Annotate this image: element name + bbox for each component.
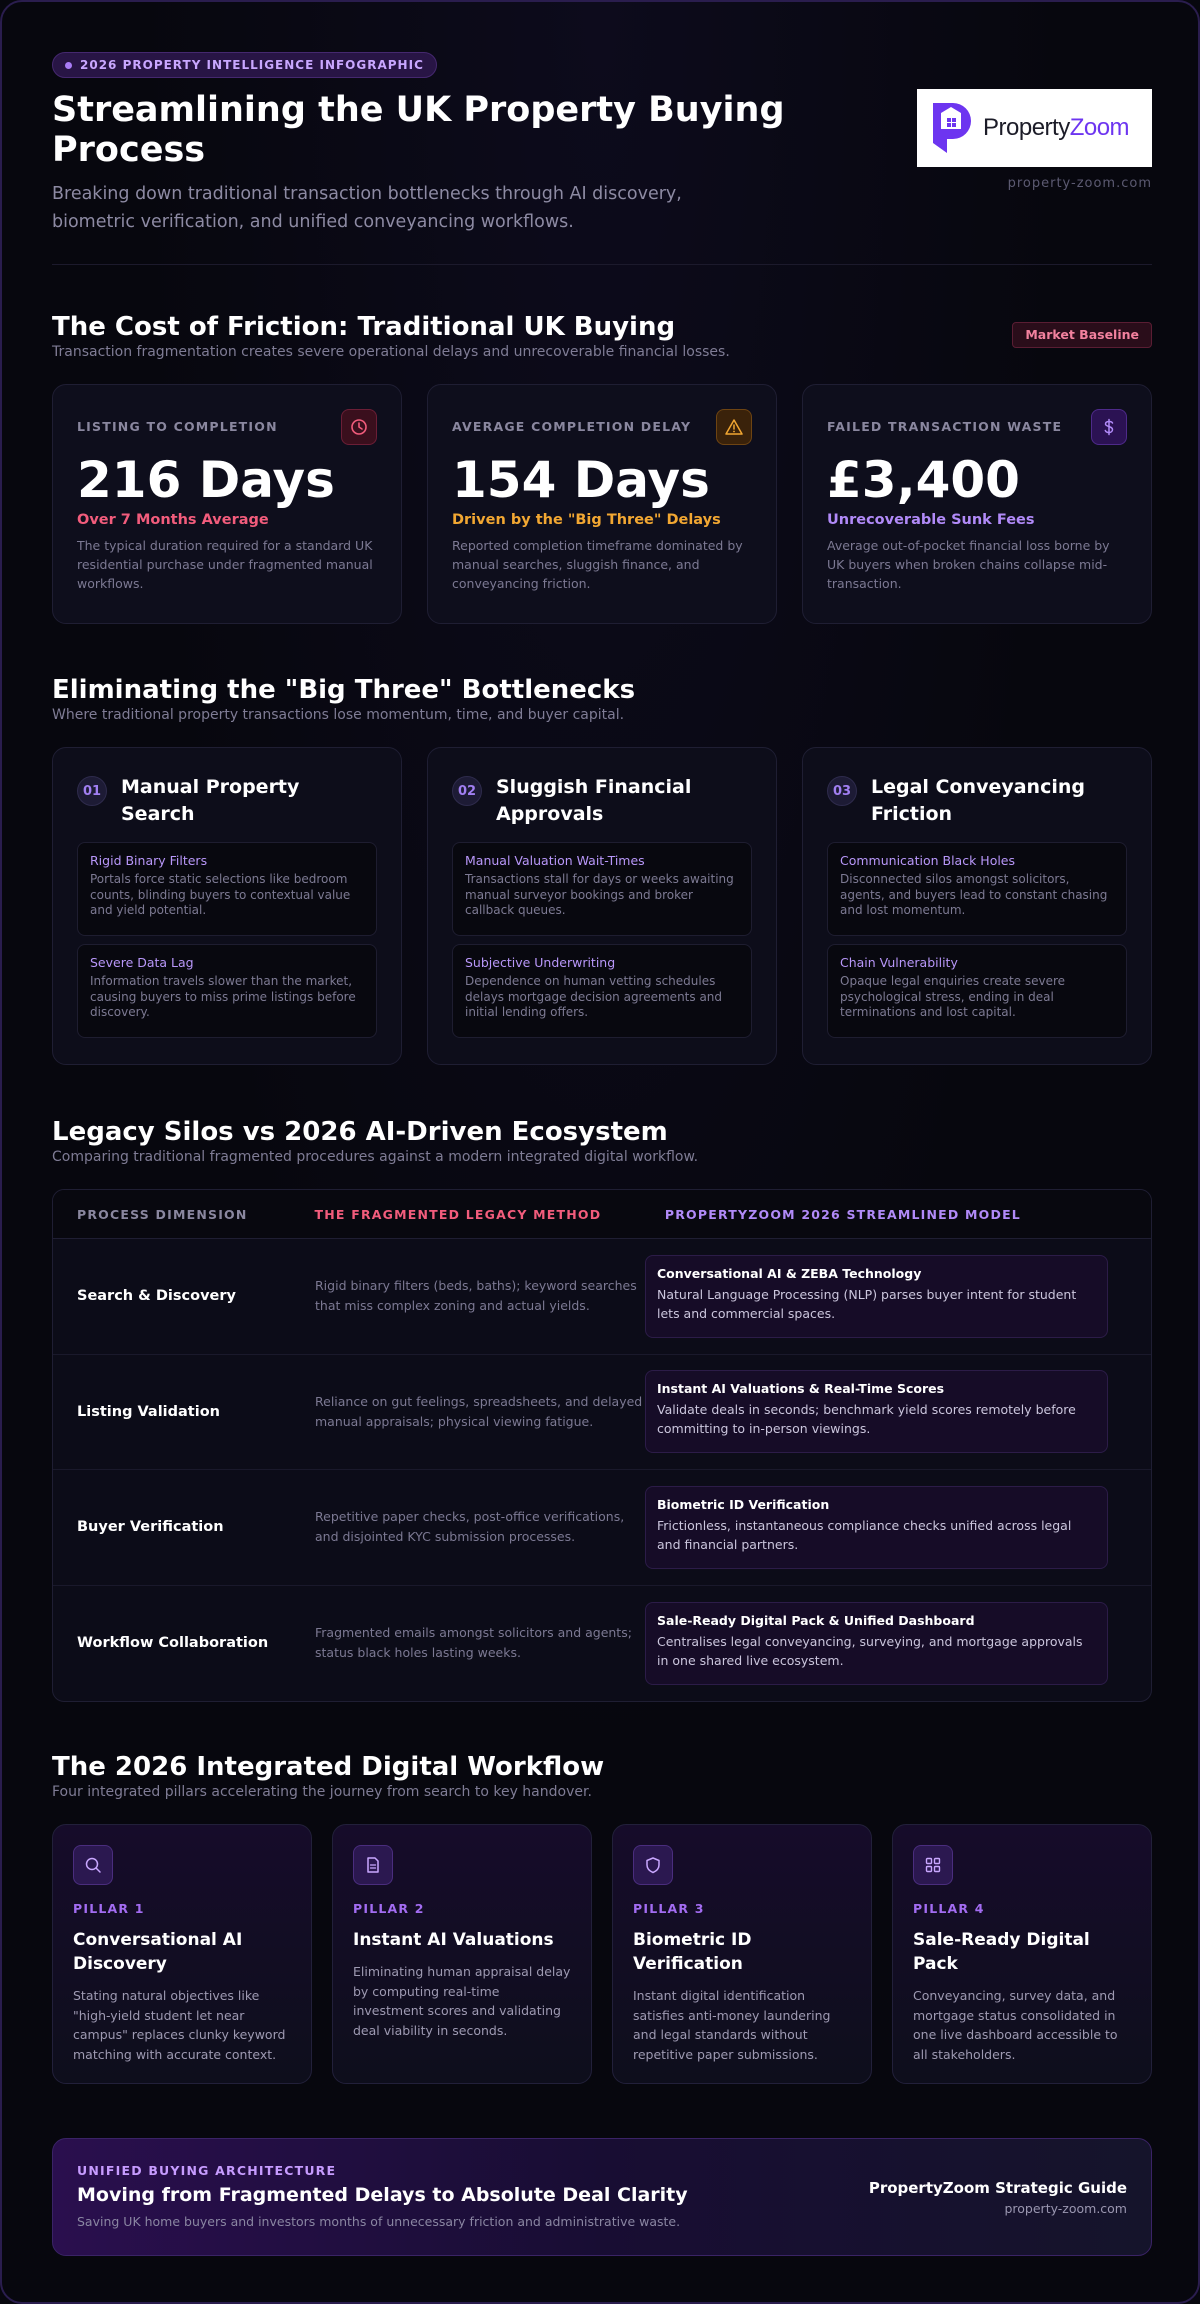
pillar-title: Sale-Ready Digital Pack (913, 1930, 1090, 1974)
market-baseline-tag: Market Baseline (1012, 322, 1152, 348)
clock-icon (341, 409, 377, 445)
bottleneck-item (452, 842, 752, 936)
search-icon (73, 1845, 113, 1885)
pillar-label: PILLAR 3 (633, 1901, 705, 1916)
stat-value: 216 Days (77, 451, 335, 509)
bottleneck-item-title: Severe Data Lag (90, 955, 194, 970)
model-title: Instant AI Valuations & Real-Time Scores (657, 1381, 945, 1397)
bottlenecks-title: Eliminating the "Big Three" Bottlenecks (52, 675, 636, 705)
table-row (53, 1470, 1151, 1586)
pillar-card (612, 1824, 872, 2084)
banner-title: Moving from Fragmented Delays to Absolute Deal Clarity (77, 2184, 688, 2206)
bottleneck-item-title: Chain Vulnerability (840, 955, 958, 970)
stat-value: £3,400 (827, 451, 1020, 509)
logo-word-property: Property (983, 114, 1070, 141)
logo-wordmark (983, 114, 1129, 142)
workflow-title: The 2026 Integrated Digital Workflow (52, 1752, 605, 1782)
row-legacy: Rigid binary filters (beds, baths); keyword searches that miss complex zoning and actual yields. (315, 1278, 637, 1314)
bottleneck-item (827, 842, 1127, 936)
cost-subtitle: Transaction fragmentation creates severe operational delays and unrecoverable financial losses. (52, 344, 730, 360)
pillar-title: Instant AI Valuations (353, 1930, 554, 1950)
bottleneck-item-desc: Information travels slower than the market, causing buyers to miss prime listings before discovery. (90, 974, 356, 1019)
bottleneck-number: 02 (452, 776, 482, 806)
stat-emphasis: Unrecoverable Sunk Fees (827, 512, 1035, 528)
bottleneck-header (452, 770, 752, 828)
bottleneck-number: 01 (77, 776, 107, 806)
infographic-pill (52, 52, 437, 78)
logo-word-zoom: Zoom (1069, 114, 1130, 141)
bottlenecks-subtitle: Where traditional property transactions lose momentum, time, and buyer capital. (52, 707, 625, 723)
bottleneck-item-desc: Disconnected silos amongst solicitors, agents, and buyers lead to constant chasing and lost momentum. (840, 872, 1108, 917)
table-row (53, 1239, 1151, 1355)
bottleneck-item-desc: Portals force static selections like bedroom counts, blinding buyers to contextual value and yield potential. (90, 872, 351, 917)
page-subtitle: Breaking down traditional transaction bottlenecks through AI discovery, biometric verification, and unified conveyancing workflows. (52, 184, 682, 232)
pillar-title: Conversational AI Discovery (73, 1930, 243, 1974)
header-divider (52, 264, 1152, 265)
bottleneck-item-title: Rigid Binary Filters (90, 853, 208, 868)
banner-guide-title: PropertyZoom Strategic Guide (868, 2179, 1127, 2197)
stat-description: The typical duration required for a standard UK residential purchase under fragmented manual workflows. (77, 538, 373, 591)
model-title: Sale-Ready Digital Pack & Unified Dashboard (657, 1612, 975, 1628)
row-dimension: Workflow Collaboration (77, 1635, 269, 1652)
bottleneck-card (802, 747, 1152, 1065)
comparison-subtitle: Comparing traditional fragmented procedures against a modern integrated digital workflow. (52, 1149, 699, 1165)
pillar-cards (52, 1824, 1152, 2084)
bottleneck-item (827, 944, 1127, 1038)
bottleneck-header (77, 770, 377, 828)
bottleneck-item (77, 842, 377, 936)
pillar-label: PILLAR 2 (353, 1901, 425, 1916)
column-header-dimension: PROCESS DIMENSION (77, 1206, 248, 1222)
logo-url[interactable]: property-zoom.com (1007, 176, 1152, 191)
model-title: Conversational AI & ZEBA Technology (657, 1265, 922, 1281)
cost-title: The Cost of Friction: Traditional UK Buying (52, 312, 676, 342)
bottleneck-item-desc: Opaque legal enquiries create severe psychological stress, ending in deal terminations and lost capital. (840, 974, 1066, 1019)
bottleneck-item-desc: Dependence on human vetting schedules delays mortgage decision agreements and initial lending offers. (465, 974, 723, 1019)
model-desc: Frictionless, instantaneous compliance checks unified across legal and financial partners. (657, 1517, 1072, 1552)
bottleneck-card (427, 747, 777, 1065)
cost-section (52, 312, 1152, 624)
pillar-description: Instant digital identification satisfies anti-money laundering and legal standards without repetitive paper submissions. (633, 1988, 831, 2062)
row-legacy: Reliance on gut feelings, spreadsheets, and delayed manual appraisals; physical viewing fatigue. (315, 1393, 643, 1429)
row-model (645, 1255, 1108, 1338)
workflow-section (52, 1752, 1152, 2084)
row-dimension: Listing Validation (77, 1403, 220, 1420)
model-desc: Validate deals in seconds; benchmark yield scores remotely before committing to in-person viewings. (657, 1402, 1076, 1437)
stat-card (427, 384, 777, 624)
model-desc: Centralises legal conveyancing, surveying, and mortgage approvals in one shared live ecosystem. (657, 1633, 1083, 1668)
comparison-title: Legacy Silos vs 2026 AI-Driven Ecosystem (52, 1117, 668, 1147)
bottleneck-item-title: Manual Valuation Wait-Times (465, 853, 645, 868)
column-header-model: PROPERTYZOOM 2026 STREAMLINED MODEL (664, 1206, 1021, 1222)
stat-emphasis: Over 7 Months Average (77, 512, 269, 528)
pillar-description: Conveyancing, survey data, and mortgage status consolidated in one live dashboard accessible to all stakeholders. (913, 1988, 1118, 2062)
bottleneck-item-desc: Transactions stall for days or weeks awaiting manual surveyor bookings and broker callback queues. (465, 872, 734, 917)
content (52, 52, 1152, 2229)
dollar-icon (1091, 409, 1127, 445)
propertyzoom-logo[interactable] (917, 89, 1152, 167)
logo-mark-icon (925, 99, 977, 157)
banner-brand (869, 2179, 1127, 2216)
row-model (645, 1370, 1108, 1453)
bottleneck-header (827, 770, 1127, 828)
table-row (53, 1355, 1151, 1471)
table-row (53, 1586, 1151, 1702)
comparison-table (52, 1189, 1152, 1702)
bottleneck-item (452, 944, 752, 1038)
stat-card (802, 384, 1152, 624)
pill-label: 2026 PROPERTY INTELLIGENCE INFOGRAPHIC (80, 58, 424, 72)
document-icon (353, 1845, 393, 1885)
bottleneck-item-title: Communication Black Holes (840, 853, 1016, 868)
grid-icon (913, 1845, 953, 1885)
pillar-label: PILLAR 4 (913, 1901, 985, 1916)
row-legacy: Repetitive paper checks, post-office verifications, and disjointed KYC submission processes. (315, 1509, 625, 1545)
footer-banner (52, 2138, 1152, 2256)
stat-value: 154 Days (452, 451, 710, 509)
bottleneck-item (77, 944, 377, 1038)
warning-icon (716, 409, 752, 445)
row-model (645, 1486, 1108, 1569)
pillar-card (892, 1824, 1152, 2084)
bottleneck-card (52, 747, 402, 1065)
bottleneck-title: Legal Conveyancing Friction (871, 776, 1085, 825)
header (52, 52, 1152, 264)
model-desc: Natural Language Processing (NLP) parses buyer intent for student lets and commercial spaces. (657, 1286, 1077, 1321)
table-header (53, 1190, 1151, 1239)
page-title: Streamlining the UK Property Buying Process (52, 90, 785, 170)
pill-dot-icon (65, 62, 72, 69)
bottleneck-number: 03 (827, 776, 857, 806)
stat-emphasis: Driven by the "Big Three" Delays (452, 512, 721, 528)
pillar-card (332, 1824, 592, 2084)
banner-eyebrow: UNIFIED BUYING ARCHITECTURE (77, 2163, 337, 2178)
row-legacy: Fragmented emails amongst solicitors and agents; status black holes lasting weeks. (315, 1625, 632, 1661)
stat-card (52, 384, 402, 624)
bottleneck-cards (52, 747, 1152, 1065)
shield-icon (633, 1845, 673, 1885)
pillar-description: Eliminating human appraisal delay by computing real-time investment scores and validating deal viability in seconds. (353, 1964, 571, 2038)
stat-cards (52, 384, 1152, 624)
pillar-description: Stating natural objectives like "high-yield student let near campus" replaces clunky keyword matching with accurate context. (73, 1988, 286, 2062)
stat-description: Reported completion timeframe dominated by manual searches, sluggish finance, and conveyancing friction. (452, 538, 743, 591)
pillar-title: Biometric ID Verification (633, 1930, 752, 1974)
banner-subtitle: Saving UK home buyers and investors months of unnecessary friction and administrative waste. (77, 2214, 681, 2229)
stat-label: FAILED TRANSACTION WASTE (827, 419, 1063, 434)
row-model (645, 1602, 1108, 1685)
bottlenecks-section (52, 675, 1152, 1065)
comparison-section (52, 1117, 1152, 1702)
pillar-card (52, 1824, 312, 2084)
stat-description: Average out-of-pocket financial loss borne by UK buyers when broken chains collapse mid-transaction. (827, 538, 1110, 591)
row-dimension: Buyer Verification (77, 1519, 224, 1536)
workflow-subtitle: Four integrated pillars accelerating the journey from search to key handover. (52, 1784, 592, 1800)
model-title: Biometric ID Verification (657, 1496, 830, 1512)
pillar-label: PILLAR 1 (73, 1901, 145, 1916)
column-header-legacy: THE FRAGMENTED LEGACY METHOD (314, 1206, 602, 1222)
bottleneck-title: Manual Property Search (121, 776, 300, 825)
stat-label: LISTING TO COMPLETION (77, 419, 278, 434)
row-dimension: Search & Discovery (77, 1288, 236, 1305)
bottleneck-title: Sluggish Financial Approvals (496, 776, 692, 825)
stat-label: AVERAGE COMPLETION DELAY (452, 419, 692, 434)
banner-url[interactable]: property-zoom.com (1004, 2201, 1127, 2216)
bottleneck-item-title: Subjective Underwriting (465, 955, 616, 970)
